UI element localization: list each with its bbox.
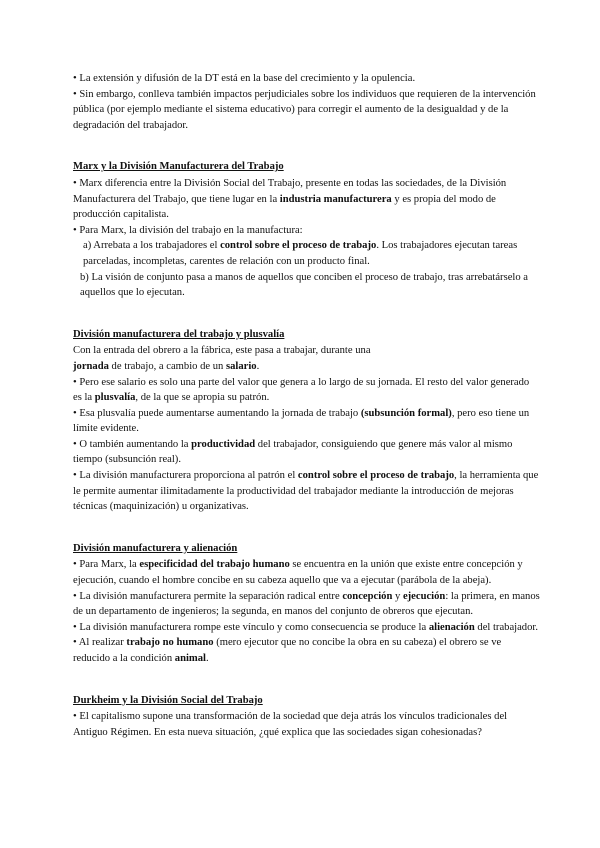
bold-text: ejecución: [402, 590, 446, 602]
paragraph: • Para Marx, la división del trabajo en la manufactura:: [73, 224, 303, 236]
bold-text: (subsunción formal): [360, 407, 452, 419]
text: , la herramienta que le permite aumentar ilimitadamente la productividad del trabajador mediante la introducción de mejoras técnicas (maquinización) u organizativas.: [73, 470, 539, 513]
text: (mero ejecutor que no concibe la obra en su cabeza) el obrero se ve reducido a la condición: [73, 637, 502, 664]
section-heading: División manufacturera y alienación: [73, 542, 238, 554]
paragraph: [73, 468, 540, 515]
spacer: [73, 667, 540, 693]
paragraph: [73, 406, 540, 437]
paragraph: [73, 620, 540, 636]
section-heading: Durkheim y la División Social del Trabajo: [73, 694, 263, 706]
text: del trabajador, consiguiendo que genere más valor al mismo tiempo (subsunción real).: [73, 438, 513, 466]
bold-text: salario: [225, 360, 257, 372]
section-marx: [73, 159, 540, 300]
bold-text: jornada: [73, 360, 109, 372]
text: • Pero ese salario es solo una parte del valor que genera a lo largo de su jornada. El resto del valor generado es la: [73, 376, 530, 404]
text: .: [205, 653, 209, 664]
text: .: [256, 360, 260, 372]
section-heading: Marx y la División Manufacturera del Trabajo: [73, 161, 284, 173]
text: • La división manufacturera permite la separación radical entre: [73, 590, 343, 602]
text: • Para Marx, la: [73, 559, 140, 571]
text: Con la entrada del obrero a la fábrica, este pasa a trabajar, durante una: [73, 345, 371, 357]
paragraph: • El capitalismo supone una transformación de la sociedad que deja atrás los vínculos tradicionales del Antiguo Régimen. En esta nueva situación, ¿qué explica que las sociedades sigan cohesionadas?: [73, 711, 508, 738]
text: , pero eso tiene un límite evidente.: [73, 407, 530, 435]
spacer: [73, 301, 540, 327]
paragraph: [73, 635, 540, 666]
bold-text: animal: [174, 653, 206, 664]
text: • La división manufacturera rompe este vínculo y como consecuencia se produce la: [73, 621, 429, 633]
bold-text: industria manufacturera: [279, 193, 392, 205]
intro-section: [73, 71, 540, 133]
bold-text: alienación: [428, 621, 475, 633]
spacer: [73, 515, 540, 541]
text: se encuentra en la unión que existe entre concepción y ejecución, cuando el hombre concibe en su cabeza aquello que va a ejecutar (parábola de la abeja).: [73, 559, 523, 587]
bold-text: especificidad del trabajo humano: [139, 559, 290, 571]
text: • Marx diferencia entre la División Social del Trabajo, presente en todas las sociedades, de la División Manufacturera del Trabajo, que tiene lugar en la: [73, 177, 507, 205]
text: y: [392, 590, 403, 602]
paragraph: [73, 589, 540, 620]
bold-text: plusvalía: [94, 392, 136, 404]
paragraph: [73, 375, 540, 406]
text: , de la que se apropia su patrón.: [135, 392, 270, 404]
section-alienacion: [73, 541, 540, 667]
intro-paragraph-2: • Sin embargo, conlleva también impactos perjudiciales sobre los individuos que requieren de la intervención pública (por ejemplo mediante el sistema educativo) para corregir el aumento de la desigualdad y de la degradación del trabajador.: [73, 88, 536, 131]
section-plusvalia: [73, 327, 540, 515]
paragraph: [73, 343, 540, 374]
text: de trabajo, a cambio de un: [108, 360, 226, 372]
text: a) Arrebata a los trabajadores el: [83, 240, 221, 252]
text: : la primera, en manos de un departamento de ingenieros; la segunda, en manos del conjunto de obreros que ejecutan.: [73, 590, 540, 618]
intro-paragraph-1: • La extensión y difusión de la DT está en la base del crecimiento y la opulencia.: [73, 73, 416, 84]
bold-text: concepción: [342, 590, 393, 602]
text: . Los trabajadores ejecutan tareas parceladas, incompletas, carentes de relación con un producto final.: [83, 240, 518, 267]
section-heading: División manufacturera del trabajo y plusvalía: [73, 328, 285, 340]
paragraph-item-b: b) La visión de conjunto pasa a manos de aquellos que conciben el proceso de trabajo, tras arrebatárselo a aquellos que lo ejecutan.: [80, 271, 529, 299]
paragraph: [73, 176, 540, 223]
bold-text: control sobre el proceso de trabajo: [297, 470, 455, 482]
bold-text: productividad: [191, 438, 256, 450]
text: • Esa plusvalía puede aumentarse aumentando la jornada de trabajo: [73, 407, 361, 419]
bold-text: control sobre el proceso de trabajo: [220, 240, 377, 252]
bold-text: trabajo no humano: [126, 637, 214, 649]
paragraph-item-a: [73, 238, 540, 269]
text: • La división manufacturera proporciona al patrón el: [73, 470, 298, 482]
text: y es propia del modo de producción capitalista.: [73, 193, 496, 221]
paragraph: [73, 557, 540, 588]
text: • Al realizar: [73, 637, 127, 649]
paragraph: [73, 437, 540, 468]
section-durkheim: [73, 693, 540, 741]
text: del trabajador.: [474, 621, 538, 633]
text: • O también aumentando la: [73, 438, 192, 450]
spacer: [73, 133, 540, 159]
